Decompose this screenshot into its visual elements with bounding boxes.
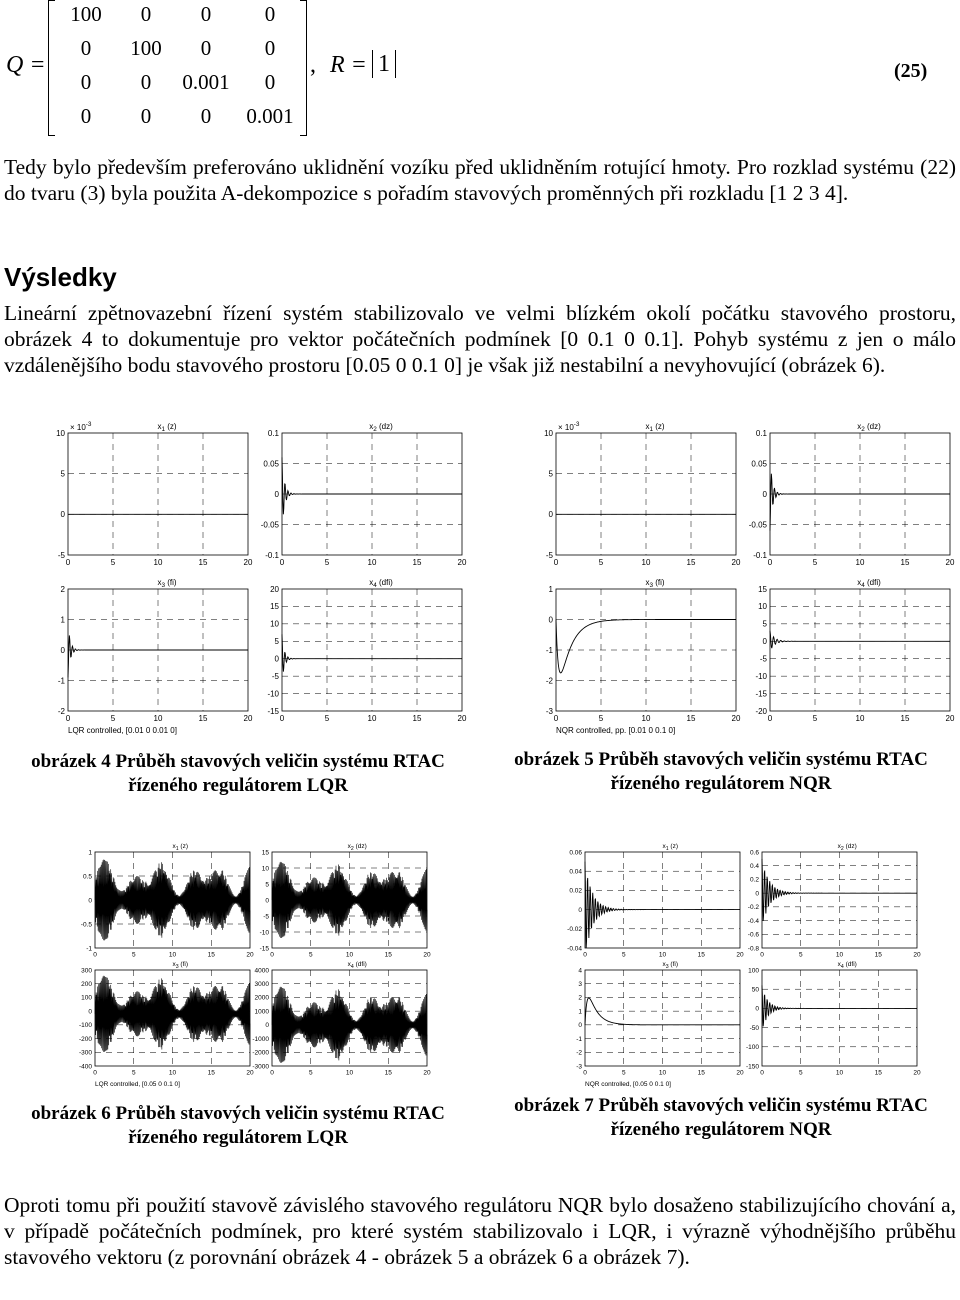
matrix-cell: 0	[140, 2, 152, 26]
x-tick-label: 5	[110, 558, 116, 567]
y-tick-label: -2	[545, 676, 553, 686]
equation-comma: ,	[310, 52, 316, 78]
y-tick-label: 0	[548, 510, 553, 520]
x-tick-label: 15	[198, 714, 208, 723]
matrix-cell: 0	[264, 70, 276, 94]
x-tick-label: 10	[345, 1069, 354, 1077]
r-label: R =	[330, 52, 367, 78]
panel-title: $x_2$ (dz)	[347, 843, 367, 852]
y-tick-label: -5	[263, 913, 269, 921]
matrix-cell: 0	[264, 2, 276, 26]
x-tick-label: 10	[153, 714, 163, 723]
figure-svg	[565, 838, 925, 1088]
x-tick-label: 5	[798, 951, 803, 959]
axis-exponent: × $10^{-3}$	[558, 421, 580, 432]
x-tick-label: 5	[621, 1069, 626, 1077]
y-tick-label: 5	[762, 619, 767, 629]
figure-svg	[528, 415, 958, 735]
figure-5-caption: obrázek 5 Průběh stavových veličin systému RTAC řízeného regulátorem NQR	[514, 749, 928, 794]
y-tick-label: 10	[544, 428, 553, 438]
x-tick-label: 0	[553, 558, 559, 567]
x-tick-label: 5	[812, 714, 818, 723]
x-tick-label: 0	[279, 558, 285, 567]
x-tick-label: 0	[93, 1069, 97, 1077]
y-tick-label: -5	[545, 550, 553, 560]
y-tick-label: -400	[78, 1063, 92, 1071]
y-tick-label: -1000	[252, 1035, 269, 1043]
y-tick-label: 100	[748, 967, 759, 975]
y-tick-label: 0.6	[749, 849, 759, 857]
plot-panel	[576, 961, 744, 1077]
plot-panel	[58, 578, 253, 723]
x-tick-label: 10	[855, 558, 865, 567]
y-tick-label: -100	[78, 1022, 92, 1030]
x-tick-label: 10	[658, 1069, 667, 1077]
plot-panel	[79, 961, 254, 1077]
section-heading: Výsledky	[4, 262, 117, 292]
y-tick-label: 4000	[254, 967, 269, 975]
x-tick-label: 15	[697, 1069, 705, 1077]
x-tick-label: 5	[131, 951, 136, 959]
x-tick-label: 5	[308, 1069, 313, 1077]
plot-panel	[252, 961, 431, 1077]
y-tick-label: 0	[755, 1005, 759, 1013]
plot-panel	[544, 421, 741, 567]
figure-svg	[75, 838, 435, 1088]
panel-title: $x_3$ (fi)	[157, 578, 177, 589]
plot-panel	[267, 578, 467, 723]
y-tick-label: 0	[762, 489, 767, 499]
y-tick-label: 5	[548, 469, 553, 479]
y-tick-label: -1	[545, 645, 553, 655]
matrix-cell: 0	[200, 36, 212, 60]
x-tick-label: 20	[913, 1069, 921, 1077]
y-tick-label: -0.05	[260, 520, 279, 530]
y-tick-label: 3	[578, 980, 582, 988]
matrix-cell: 0	[200, 104, 212, 128]
y-tick-label: 50	[751, 986, 759, 994]
y-tick-label: 0	[548, 615, 553, 625]
x-tick-label: 5	[308, 951, 313, 959]
x-tick-label: 0	[583, 951, 587, 959]
y-tick-label: 0.05	[751, 459, 767, 469]
y-tick-label: 20	[270, 584, 279, 594]
y-tick-label: 3000	[254, 980, 269, 988]
panel-title: $x_1$ (z)	[157, 422, 177, 433]
matrix-cell: 0	[140, 70, 152, 94]
y-tick-label: -10	[755, 671, 767, 681]
x-tick-label: 0	[65, 714, 71, 723]
matrix-cell: 0	[264, 36, 276, 60]
x-tick-label: 20	[913, 951, 921, 959]
paragraph-3: Oproti tomu při použití stavově závislého stavového regulátoru NQR bylo dosaženo stabilizujícího chování a, v případě počátečních podmínek, pro které systém stabilizovalo i LQR, i výrazně výhodnějšího průběhu stavového vektoru (z porovnání obrázek 4 - obrázek 5 a obrázek 6 a obrázek 7).	[4, 1193, 956, 1269]
x-tick-label: 10	[367, 558, 377, 567]
y-tick-label: -10	[267, 689, 279, 699]
x-tick-label: 15	[207, 1069, 215, 1077]
x-tick-label: 20	[246, 1069, 254, 1077]
y-tick-label: -2	[57, 706, 65, 716]
x-tick-label: 5	[621, 951, 626, 959]
x-tick-label: 5	[131, 1069, 136, 1077]
y-tick-label: 1	[88, 849, 92, 857]
matrix-cell: 0	[80, 104, 92, 128]
y-tick-label: 0	[755, 890, 759, 898]
y-tick-label: 1	[60, 615, 65, 625]
x-tick-label: 10	[658, 951, 667, 959]
figure-footer: NQR controlled, pp. [0.01 0 0.1 0]	[556, 726, 676, 735]
y-tick-label: -1	[576, 1035, 582, 1043]
matrix-cell: 100	[130, 36, 162, 60]
y-tick-label: 15	[270, 602, 279, 612]
y-tick-label: 5	[60, 469, 65, 479]
figure-svg	[40, 415, 470, 735]
x-tick-label: 20	[736, 951, 744, 959]
plot-panel	[260, 843, 431, 959]
y-tick-label: -15	[259, 945, 269, 953]
y-tick-label: -15	[755, 689, 767, 699]
x-tick-label: 10	[168, 1069, 177, 1077]
y-tick-label: -15	[267, 706, 279, 716]
panel-title: $x_4$ (dfi)	[347, 961, 367, 970]
plot-panel	[567, 843, 744, 959]
figure-4-caption: obrázek 4 Průběh stavových veličin systému RTAC řízeného regulátorem LQR	[31, 751, 445, 796]
x-tick-label: 0	[767, 558, 773, 567]
y-tick-label: 0.06	[569, 849, 582, 857]
y-tick-label: -3	[576, 1063, 582, 1071]
y-tick-label: 1	[548, 584, 553, 594]
y-tick-label: 0.02	[569, 887, 582, 895]
y-tick-label: 2	[60, 584, 65, 594]
x-tick-label: 20	[457, 714, 467, 723]
y-tick-label: 1000	[254, 1008, 269, 1016]
y-tick-label: 10	[270, 619, 279, 629]
plot-panel	[81, 843, 254, 959]
y-tick-label: 0	[265, 897, 269, 905]
x-tick-label: 5	[798, 1069, 803, 1077]
y-tick-label: 0.04	[569, 868, 582, 876]
x-tick-label: 10	[345, 951, 354, 959]
figure-footer: LQR controlled, [0.01 0 0.01 0]	[68, 726, 177, 735]
y-tick-label: -200	[78, 1035, 92, 1043]
panel-title: $x_4$ (dfi)	[837, 961, 857, 970]
x-tick-label: 0	[583, 1069, 587, 1077]
y-tick-label: -0.6	[747, 931, 759, 939]
y-tick-label: 0	[60, 510, 65, 520]
y-tick-label: 0	[88, 897, 92, 905]
y-tick-label: -0.2	[747, 904, 759, 912]
figure-6-caption: obrázek 6 Průběh stavových veličin systému RTAC řízeného regulátorem LQR	[31, 1103, 445, 1148]
y-tick-label: -10	[259, 929, 269, 937]
x-tick-label: 10	[835, 951, 844, 959]
figure-7-plots	[565, 838, 925, 1088]
x-tick-label: 15	[697, 951, 705, 959]
plot-panel	[748, 843, 921, 959]
x-tick-label: 0	[270, 1069, 274, 1077]
x-tick-label: 20	[731, 558, 741, 567]
x-tick-label: 10	[367, 714, 377, 723]
y-tick-label: 15	[261, 849, 269, 857]
x-tick-label: 20	[423, 1069, 431, 1077]
y-tick-label: 0.2	[749, 876, 759, 884]
plot-panel	[546, 578, 741, 723]
x-tick-label: 10	[153, 558, 163, 567]
x-tick-label: 15	[686, 558, 696, 567]
x-tick-label: 15	[207, 951, 215, 959]
panel-title: $x_4$ (dfi)	[857, 578, 881, 589]
matrix-cell: 0	[200, 2, 212, 26]
panel-title: $x_2$ (dz)	[857, 422, 881, 433]
y-tick-label: -3000	[252, 1063, 269, 1071]
x-tick-label: 10	[168, 951, 177, 959]
x-tick-label: 15	[198, 558, 208, 567]
figure-4-plots	[40, 415, 470, 735]
panel-title: $x_3$ (fi)	[645, 578, 665, 589]
x-tick-label: 5	[598, 558, 604, 567]
plot-panel	[749, 422, 955, 567]
figure-footer: NQR controlled, [0.05 0 0.1 0]	[585, 1081, 671, 1088]
y-tick-label: -5	[759, 654, 767, 664]
y-tick-label: -0.05	[748, 520, 767, 530]
y-tick-label: -1	[57, 676, 65, 686]
x-tick-label: 15	[900, 558, 910, 567]
y-tick-label: 200	[81, 980, 92, 988]
matrix-cell: 100	[70, 2, 102, 26]
x-tick-label: 15	[686, 714, 696, 723]
figure-5-plots	[528, 415, 958, 735]
plot-panel	[755, 578, 955, 723]
y-tick-label: 10	[56, 428, 65, 438]
y-tick-label: -5	[271, 671, 279, 681]
x-tick-label: 0	[65, 558, 71, 567]
y-tick-label: -3	[545, 706, 553, 716]
x-tick-label: 20	[945, 714, 955, 723]
y-tick-label: -0.5	[80, 921, 92, 929]
y-tick-label: 100	[81, 994, 92, 1002]
y-tick-label: -0.8	[747, 945, 759, 953]
y-tick-label: -0.02	[567, 926, 582, 934]
y-tick-label: 1	[578, 1008, 582, 1016]
paragraph-1: Tedy bylo především preferováno uklidnění vozíku před uklidněním rotující hmoty. Pro rozklad systému (22) do tvaru (3) byla použita A-dekompozice s pořadím stavových proměnných při rozkladu [1 2 3 4].	[4, 155, 956, 205]
x-tick-label: 15	[412, 714, 422, 723]
panel-title: $x_1$ (z)	[172, 843, 189, 852]
x-tick-label: 0	[760, 951, 764, 959]
y-tick-label: -20	[755, 706, 767, 716]
x-tick-label: 5	[324, 714, 330, 723]
x-tick-label: 10	[835, 1069, 844, 1077]
y-tick-label: 5	[274, 637, 279, 647]
panel-title: $x_3$ (fi)	[172, 961, 189, 970]
y-tick-label: 0	[762, 637, 767, 647]
matrix-left-bracket	[48, 0, 55, 136]
equation-25	[4, 0, 960, 140]
x-tick-label: 20	[243, 558, 253, 567]
y-tick-label: -300	[78, 1049, 92, 1057]
panel-title: $x_2$ (dz)	[369, 422, 393, 433]
y-tick-label: 0	[578, 1022, 582, 1030]
figure-7-caption: obrázek 7 Průběh stavových veličin systému RTAC řízeného regulátorem NQR	[514, 1095, 928, 1140]
x-tick-label: 0	[767, 714, 773, 723]
y-tick-label: 0.4	[749, 862, 759, 870]
y-tick-label: 0	[274, 489, 279, 499]
y-tick-label: -1	[86, 945, 92, 953]
x-tick-label: 0	[270, 951, 274, 959]
y-tick-label: -0.1	[265, 550, 279, 560]
x-tick-label: 20	[246, 951, 254, 959]
y-tick-label: 2000	[254, 994, 269, 1002]
x-tick-label: 10	[641, 714, 651, 723]
figure-footer: LQR controlled, [0.05 0 0.1 0]	[95, 1081, 180, 1088]
x-tick-label: 15	[384, 1069, 392, 1077]
x-tick-label: 10	[855, 714, 865, 723]
x-tick-label: 0	[279, 714, 285, 723]
y-tick-label: 300	[81, 967, 92, 975]
x-tick-label: 20	[736, 1069, 744, 1077]
matrix-cell: 0	[80, 70, 92, 94]
y-tick-label: 10	[261, 865, 269, 873]
y-tick-label: 0.5	[82, 873, 92, 881]
q-label: Q =	[6, 52, 46, 78]
x-tick-label: 0	[760, 1069, 764, 1077]
x-tick-label: 15	[412, 558, 422, 567]
y-tick-label: 10	[758, 602, 767, 612]
y-tick-label: 2	[578, 994, 582, 1002]
x-tick-label: 20	[423, 951, 431, 959]
matrix-cell: 0.001	[246, 104, 294, 128]
panel-title: $x_2$ (dz)	[837, 843, 857, 852]
panel-title: $x_4$ (dfi)	[369, 578, 393, 589]
paragraph-2: Lineární zpětnovazební řízení systém stabilizovalo ve velmi blízkém okolí počátku stavového prostoru, obrázek 4 to dokumentuje pro vektor počátečních podmínek [0 0.1 0 0.1]. Pohyb systému z jen o málo vzdálenějšího bodu stavového prostoru [0.05 0 0.1 0] je však již nestabilní a nevyhovující (obrázek 6).	[4, 301, 956, 377]
figure-6-plots	[75, 838, 435, 1088]
y-tick-label: -0.04	[567, 945, 582, 953]
panel-title: $x_3$ (fi)	[662, 961, 679, 970]
x-tick-label: 5	[598, 714, 604, 723]
x-tick-label: 15	[384, 951, 392, 959]
plot-panel	[261, 422, 467, 567]
y-tick-label: 5	[265, 881, 269, 889]
r-value: 1	[372, 50, 396, 78]
x-tick-label: 20	[945, 558, 955, 567]
y-tick-label: -5	[57, 550, 65, 560]
y-tick-label: -100	[745, 1044, 759, 1052]
x-tick-label: 10	[641, 558, 651, 567]
equation-number: (25)	[894, 60, 928, 82]
y-tick-label: 15	[758, 584, 767, 594]
matrix-right-bracket	[300, 0, 307, 136]
y-tick-label: 0	[274, 654, 279, 664]
y-tick-label: 4	[578, 967, 582, 975]
y-tick-label: -50	[749, 1024, 759, 1032]
x-tick-label: 15	[874, 1069, 882, 1077]
x-tick-label: 5	[324, 558, 330, 567]
x-tick-label: 20	[457, 558, 467, 567]
panel-title: $x_1$ (z)	[645, 422, 665, 433]
axis-exponent: × $10^{-3}$	[70, 421, 92, 432]
x-tick-label: 0	[93, 951, 97, 959]
y-tick-label: 0.1	[755, 428, 767, 438]
y-tick-label: -150	[745, 1063, 759, 1071]
x-tick-label: 0	[553, 714, 559, 723]
y-tick-label: 0.05	[263, 459, 279, 469]
plot-panel	[746, 961, 921, 1077]
matrix-cell: 0.001	[182, 70, 230, 94]
panel-title: $x_1$ (z)	[662, 843, 679, 852]
matrix-cell: 0	[80, 36, 92, 60]
y-tick-label: 0	[60, 645, 65, 655]
plot-panel	[56, 421, 253, 567]
x-tick-label: 20	[731, 714, 741, 723]
y-tick-label: -0.1	[753, 550, 767, 560]
y-tick-label: -2000	[252, 1049, 269, 1057]
x-tick-label: 5	[110, 714, 116, 723]
y-tick-label: 0	[265, 1022, 269, 1030]
y-tick-label: -2	[576, 1049, 582, 1057]
y-tick-label: 0	[88, 1008, 92, 1016]
matrix-cell: 0	[140, 104, 152, 128]
x-tick-label: 15	[874, 951, 882, 959]
x-tick-label: 15	[900, 714, 910, 723]
y-tick-label: 0	[578, 906, 582, 914]
y-tick-label: 0.1	[267, 428, 279, 438]
x-tick-label: 20	[243, 714, 253, 723]
y-tick-label: -0.4	[747, 917, 759, 925]
x-tick-label: 5	[812, 558, 818, 567]
